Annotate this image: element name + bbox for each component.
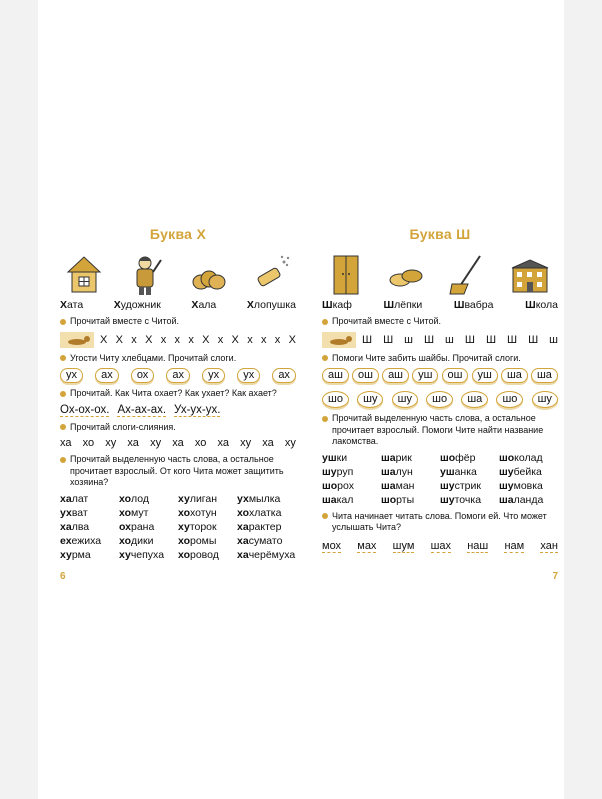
final-word: шум <box>392 539 415 552</box>
final-word: нам <box>504 539 525 552</box>
picture-row <box>60 246 296 296</box>
grid-word: хохотун <box>178 506 217 519</box>
syllable-puck: ша <box>461 391 488 408</box>
final-word: мах <box>357 539 377 552</box>
letter: Х <box>231 333 239 346</box>
grid-word: халва <box>60 520 90 533</box>
syllable-puck: шу <box>392 391 418 408</box>
task-instruction: Угости Читу хлебцами. Прочитай слоги. <box>60 353 296 365</box>
word: Хлопушка <box>246 299 296 311</box>
syllable-chip: ах <box>95 368 119 383</box>
letter: Ш <box>485 333 497 346</box>
page-number: 6 <box>60 571 66 582</box>
grid-word: халат <box>60 492 89 505</box>
letter: х <box>260 333 267 346</box>
grid-word: ушанка <box>440 465 477 478</box>
bullet-icon <box>322 355 328 361</box>
task-instruction: Помоги Чите забить шайбы. Прочитай слоги. <box>322 353 558 365</box>
syllable-puck: шо <box>426 391 453 408</box>
grid-word: ухват <box>60 506 88 519</box>
word: Школа <box>525 299 558 311</box>
syllable: ха <box>127 437 139 449</box>
bullet-icon <box>60 319 66 325</box>
syllable-chip: ош <box>442 368 469 383</box>
page-number: 7 <box>552 571 558 582</box>
slippers-icon <box>386 252 426 296</box>
syllable-chip: ух <box>237 368 260 383</box>
syllable-row <box>60 368 296 383</box>
syllable: хо <box>82 437 95 449</box>
bullet-icon <box>60 355 66 361</box>
task-instruction: Прочитай вместе с Читой. <box>322 316 558 328</box>
challah-icon <box>189 252 229 296</box>
letter: Ш <box>464 333 475 346</box>
letter: Ш <box>362 333 373 346</box>
letter-exercise <box>322 332 558 348</box>
letter: Х <box>145 333 153 346</box>
grid-word: шоколад <box>499 451 543 464</box>
picture-row <box>322 246 558 296</box>
grid-word: хулиган <box>178 492 218 505</box>
grid-word: хурма <box>60 548 91 561</box>
letter: х <box>217 333 224 346</box>
artist-icon <box>127 252 167 296</box>
grid-word: шубейка <box>499 465 542 478</box>
grid-word: ехежиха <box>60 534 102 547</box>
letter-row <box>362 334 558 346</box>
syllable-chip: ша <box>531 368 558 383</box>
word: Хала <box>191 299 217 311</box>
word: Художник <box>113 299 161 311</box>
word: Швабра <box>453 299 494 311</box>
exclamation: Ух-ух-ух. <box>174 403 221 416</box>
grid-word: шофёр <box>440 451 476 464</box>
syllable: ху <box>240 437 252 449</box>
picture-words <box>322 299 558 311</box>
final-words-row <box>322 540 558 553</box>
school-icon <box>506 252 554 296</box>
word-grid <box>60 493 296 561</box>
syllable-puck: шо <box>322 391 349 408</box>
grid-word: шорты <box>381 493 415 506</box>
syllable-chip: уш <box>412 368 438 383</box>
grid-word: хуторок <box>178 520 217 533</box>
syllable: ха <box>217 437 229 449</box>
letter: Ш <box>507 333 518 346</box>
syllable-chip: ша <box>501 368 528 383</box>
final-word: шах <box>430 539 452 552</box>
letter: ш <box>549 333 558 346</box>
wardrobe-icon <box>326 252 366 296</box>
book-spread <box>38 0 564 799</box>
letter: х <box>247 333 253 346</box>
letter: Х <box>288 333 296 346</box>
word: Хата <box>60 299 84 311</box>
letter: ш <box>445 333 454 346</box>
syllable: ха <box>172 437 184 449</box>
letter-row <box>100 334 296 346</box>
final-word: хан <box>540 539 558 552</box>
task-instruction: Прочитай вместе с Читой. <box>60 316 296 328</box>
exclamation: Ох-ох-ох. <box>60 403 110 416</box>
grid-word: шорох <box>322 479 354 492</box>
grid-word: характер <box>237 520 282 533</box>
page-title: Буква Х <box>149 226 207 242</box>
mop-icon <box>446 252 486 296</box>
grid-word: хучепуха <box>119 548 165 561</box>
letter: ш <box>404 333 413 346</box>
grid-word: хомут <box>119 506 149 519</box>
dog-icon <box>60 332 94 348</box>
bullet-icon <box>60 391 66 397</box>
syllable: ху <box>105 437 117 449</box>
bullet-icon <box>322 416 328 422</box>
syllable-merge-row <box>60 437 296 449</box>
grid-word: шалун <box>381 465 413 478</box>
syllable: ха <box>262 437 274 449</box>
letter: х <box>174 333 181 346</box>
grid-word: охрана <box>119 520 155 533</box>
grid-word: шуточка <box>440 493 482 506</box>
house-icon <box>64 252 104 296</box>
grid-word: шустрик <box>440 479 481 492</box>
syllable: ха <box>60 437 72 449</box>
letter-exercise <box>60 332 296 348</box>
final-word: мох <box>322 539 342 552</box>
exclamation: Ах-ах-ах. <box>117 403 167 416</box>
syllable-chip: ох <box>131 368 155 383</box>
syllable-row <box>322 391 558 408</box>
dog-icon <box>322 332 356 348</box>
task-instruction: Прочитай выделенную часть слова, а остальное прочитает взрослый. Помоги Чите найти название лакомства. <box>322 413 558 448</box>
letter: Ш <box>423 333 435 346</box>
syllable-chip: ух <box>202 368 225 383</box>
syllable-puck: шо <box>496 391 523 408</box>
left-page <box>60 222 296 582</box>
letter: Х <box>202 333 210 346</box>
grid-word: ухмылка <box>237 492 281 505</box>
syllable-chip: ах <box>272 368 296 383</box>
bullet-icon <box>60 424 66 430</box>
grid-word: хоровод <box>178 548 219 561</box>
syllable-chip: ах <box>166 368 190 383</box>
grid-word: шаман <box>381 479 415 492</box>
page-title: Буква Ш <box>409 226 471 242</box>
word: Шлёпки <box>383 299 423 311</box>
letter: Х <box>100 333 108 346</box>
task-instruction: Чита начинает читать слова. Помоги ей. Что может услышать Чита? <box>322 511 558 534</box>
grid-word: хасумато <box>237 534 283 547</box>
letter: х <box>274 333 281 346</box>
syllable-puck: шу <box>532 391 558 408</box>
syllable: ху <box>150 437 162 449</box>
word-grid <box>322 452 558 506</box>
picture-words <box>60 299 296 311</box>
bullet-icon <box>60 457 66 463</box>
word: Шкаф <box>322 299 352 311</box>
grid-word: хачерёмуха <box>237 548 296 561</box>
letter: х <box>188 333 194 346</box>
grid-word: шуруп <box>322 465 354 478</box>
exclamation-row <box>60 404 296 417</box>
task-instruction: Прочитай. Как Чита охает? Как ухает? Как ахает? <box>60 388 296 400</box>
syllable-chip: аш <box>322 368 349 383</box>
bullet-icon <box>322 319 328 325</box>
syllable: ху <box>284 437 296 449</box>
grid-word: шарик <box>381 451 412 464</box>
letter: Ш <box>383 333 394 346</box>
final-word: наш <box>467 539 489 552</box>
syllable-row <box>322 368 558 383</box>
grid-word: шумовка <box>499 479 543 492</box>
syllable: хо <box>194 437 207 449</box>
grid-word: хохлатка <box>237 506 282 519</box>
grid-word: холод <box>119 492 149 505</box>
syllable-chip: уш <box>472 368 498 383</box>
syllable-chip: аш <box>382 368 409 383</box>
grid-word: ходики <box>119 534 154 547</box>
grid-word: шаланда <box>499 493 544 506</box>
grid-word: хоромы <box>178 534 217 547</box>
task-instruction: Прочитай слоги-слияния. <box>60 422 296 434</box>
right-page <box>322 222 558 582</box>
syllable-chip: ух <box>60 368 83 383</box>
letter: Ш <box>528 333 539 346</box>
letter: х <box>131 333 137 346</box>
task-instruction: Прочитай выделенную часть слова, а остальное прочитает взрослый. От кого Чита может защитить хозяина? <box>60 454 296 489</box>
grid-word: шакал <box>322 493 354 506</box>
syllable-chip: ош <box>352 368 379 383</box>
bullet-icon <box>322 513 328 519</box>
grid-word: ушки <box>322 451 348 464</box>
syllable-puck: шу <box>357 391 383 408</box>
firecracker-icon <box>252 252 292 296</box>
letter: х <box>160 333 167 346</box>
letter: Х <box>115 333 123 346</box>
